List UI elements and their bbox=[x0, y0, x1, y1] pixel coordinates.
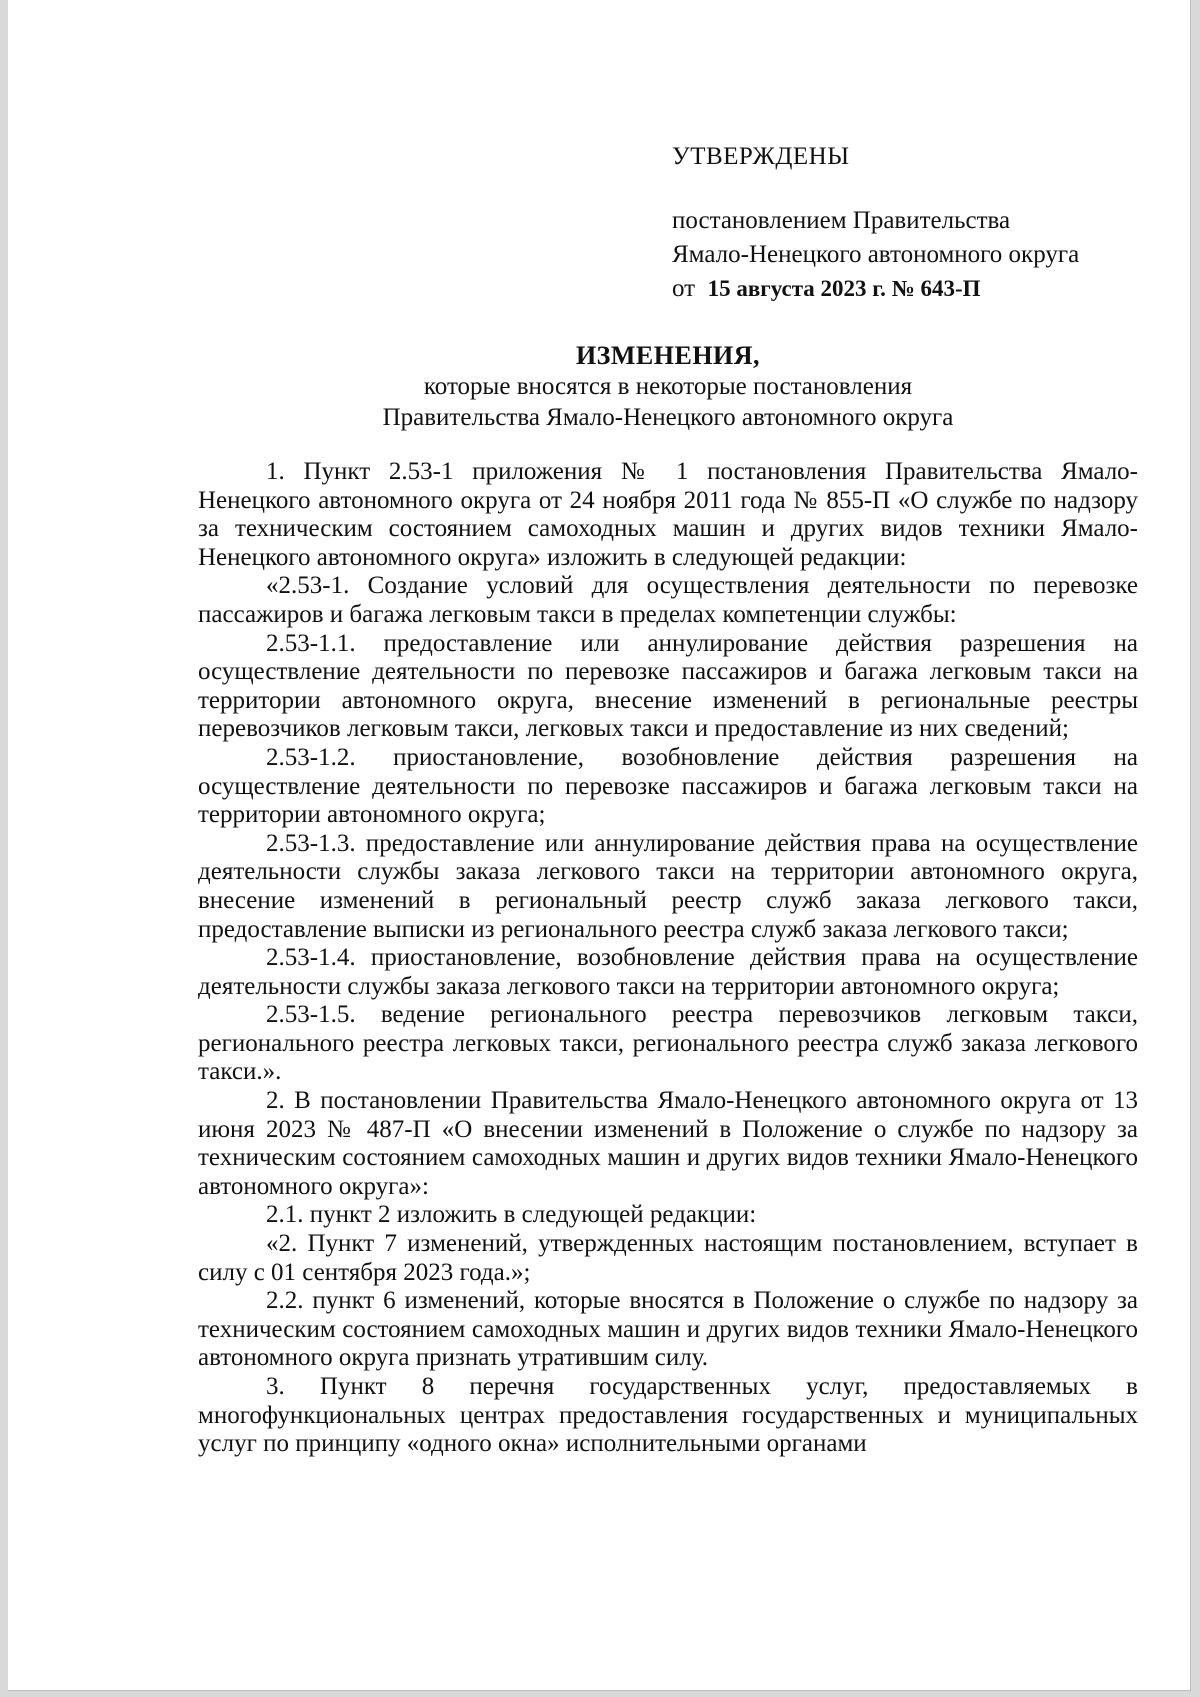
paragraph: 2. В постановлении Правительства Ямало-Ненецкого автономного округа от 13 июня 2023 № 487-П «О внесении изменений в Положение о службе по надзору за техническим состоянием самоходных машин и других видов техники Ямало-Ненецкого автономного округа»: bbox=[198, 1087, 1138, 1200]
approval-date-value: 15 августа 2023 г. № 643-П bbox=[707, 276, 981, 301]
document-title bbox=[198, 340, 1138, 433]
approval-block bbox=[672, 140, 1152, 306]
paragraph: 3. Пункт 8 перечня государственных услуг, предоставляемых в многофункциональных центрах предоставления государственных и муниципальных услуг по принципу «одного окна» исполнительными органами bbox=[198, 1373, 1138, 1458]
paragraph: 2.53-1.4. приостановление, возобновление действия права на осуществление деятельности службы заказа легкового такси на территории автономного округа; bbox=[198, 944, 1138, 1000]
approval-line-1: постановлением Правительства bbox=[672, 207, 1011, 234]
paragraph: 2.53-1.2. приостановление, возобновление действия разрешения на осуществление деятельности по перевозке пассажиров и багажа легковым такси на территории автономного округа; bbox=[198, 743, 1138, 829]
title-subtitle-1: которые вносятся в некоторые постановления bbox=[423, 373, 913, 400]
paragraph: «2.53-1. Создание условий для осуществления деятельности по перевозке пассажиров и багажа легковым такси в пределах компетенции службы: bbox=[198, 572, 1138, 628]
paragraph: 2.1. пункт 2 изложить в следующей редакции: bbox=[266, 1201, 757, 1229]
approval-heading: УТВЕРЖДЕНЫ bbox=[672, 143, 850, 170]
paragraph: «2. Пункт 7 изменений, утвержденных настоящим постановлением, вступает в силу с 01 сентября 2023 года.»; bbox=[198, 1230, 1138, 1286]
paragraph: 1. Пункт 2.53-1 приложения № 1 постановления Правительства Ямало-Ненецкого автономного округа от 24 ноября 2011 года № 855-П «О службе по надзору за техническим состоянием самоходных машин и других видов техники Ямало-Ненецкого автономного округа» изложить в следующей редакции: bbox=[198, 458, 1138, 571]
title-subtitle-2: Правительства Ямало-Ненецкого автономного округа bbox=[382, 404, 954, 431]
paragraph: 2.53-1.5. ведение регионального реестра перевозчиков легковым такси, регионального реестра легковых такси, регионального реестра служб заказа легкового такси.». bbox=[198, 1001, 1138, 1086]
title-main: ИЗМЕНЕНИЯ, bbox=[575, 341, 761, 370]
approval-line-2: Ямало-Ненецкого автономного округа bbox=[672, 241, 1080, 268]
approval-date-prefix: от bbox=[672, 275, 696, 302]
document-page bbox=[8, 0, 1191, 1691]
approval-date bbox=[672, 272, 1152, 306]
paragraph: 2.53-1.3. предоставление или аннулирование действия права на осуществление деятельности службы заказа легкового такси на территории автономного округа, внесение изменений в региональный реестр служб заказа легкового такси, предоставление выписки из регионального реестра служб заказа легкового такси; bbox=[198, 829, 1138, 943]
paragraph: 2.2. пункт 6 изменений, которые вносятся в Положение о службе по надзору за техническим состоянием самоходных машин и других видов техники Ямало-Ненецкого автономного округа признать утратившим силу. bbox=[198, 1287, 1138, 1372]
document-body bbox=[198, 458, 1138, 1459]
paragraph: 2.53-1.1. предоставление или аннулирование действия разрешения на осуществление деятельности по перевозке пассажиров и багажа легковым такси на территории автономного округа, внесение изменений в региональные реестры перевозчиков легковым такси, легковых такси и предоставление из них сведений; bbox=[198, 629, 1138, 743]
